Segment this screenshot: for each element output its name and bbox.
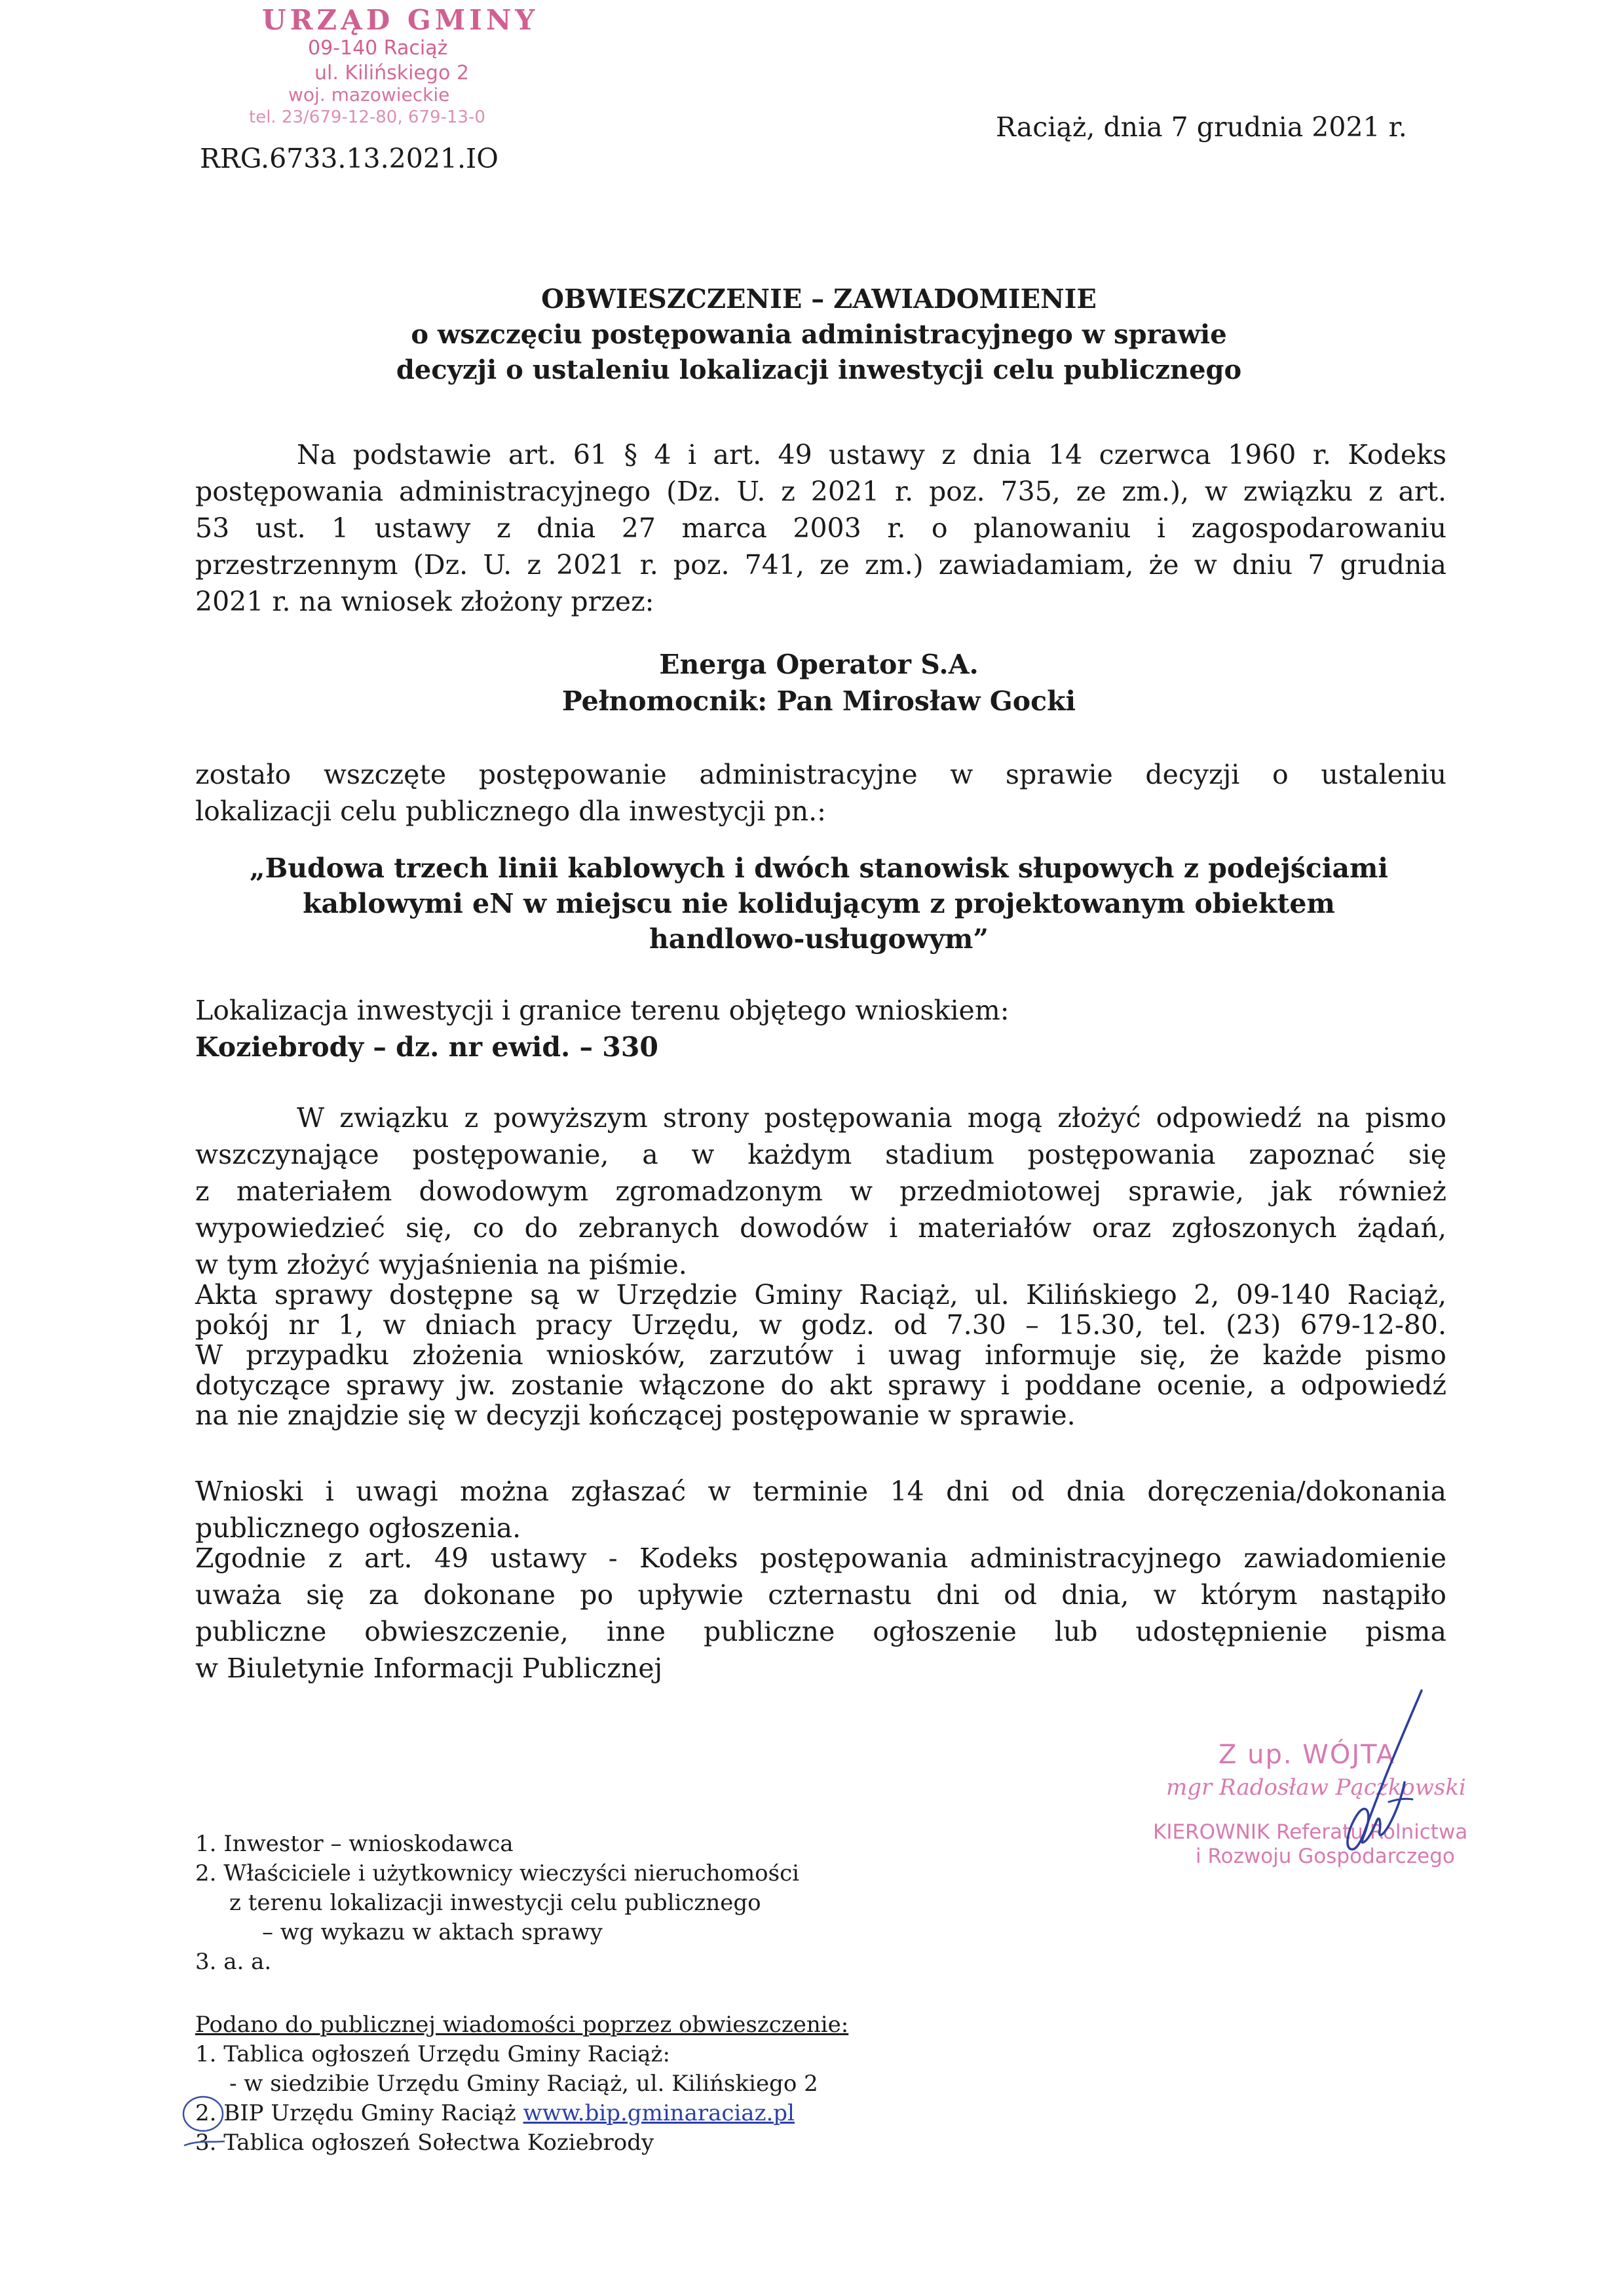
deadline-line: Zgodnie z art. 49 ustawy - Kodeks postępowania administracyjnego zawiadomienie <box>195 1542 1446 1574</box>
publication-subitem: - w siedzibie Urzędu Gminy Raciąż, ul. Kilińskiego 2 <box>229 2071 818 2097</box>
deadline-line: publiczne obwieszczenie, inne publiczne ogłoszenie lub udostępnienie pisma <box>195 1616 1446 1647</box>
signature-name: mgr Radosław Pączkowski <box>1166 1774 1466 1801</box>
bip-link[interactable]: www.bip.gminaraciaz.pl <box>523 2100 795 2126</box>
applicant-name: Energa Operator S.A. <box>659 649 979 680</box>
deadline-line: Wnioski i uwagi można zgłaszać w terminie 14 dni od dnia doręczenia/dokonania <box>195 1476 1446 1507</box>
investment-line: „Budowa trzech linii kablowych i dwóch stanowisk słupowych z podejściami <box>250 852 1388 884</box>
document-title <box>197 282 1441 388</box>
office-stamp <box>249 4 616 128</box>
parties-line: wszczynające postępowanie, a w każdym stadium postępowania zapoznać się <box>195 1139 1446 1170</box>
deadline-line: w Biuletynie Informacji Publicznej <box>195 1653 663 1684</box>
title-line: o wszczęciu postępowania administracyjnego w sprawie <box>411 319 1227 350</box>
location-label: Lokalizacja inwestycji i granice terenu objętego wnioskiem: <box>195 995 1010 1026</box>
signature-zup: Z up. WÓJTA <box>1218 1740 1395 1770</box>
stamp-line: URZĄD GMINY <box>262 4 539 36</box>
title-line: decyzji o ustaleniu lokalizacji inwestycji celu publicznego <box>396 354 1242 385</box>
handwritten-signature-icon <box>1140 1677 1546 1894</box>
publication-item <box>195 2099 795 2128</box>
parties-line: Akta sprawy dostępne są w Urzędzie Gminy Raciąż, ul. Kilińskiego 2, 09-140 Raciąż, <box>195 1279 1446 1311</box>
recipient-item: 3. a. a. <box>195 1949 272 1975</box>
intro-line: przestrzennym (Dz. U. z 2021 r. poz. 741, ze zm.) zawiadamiam, że w dniu 7 grudnia <box>195 549 1446 581</box>
parties-line: W przypadku złożenia wniosków, zarzutów i uwag informuje się, że każde pismo <box>195 1339 1446 1371</box>
investment-line: handlowo-usługowym” <box>649 923 989 955</box>
parties-line: wypowiedzieć się, co do zebranych dowodów i materiałów oraz zgłoszonych żądań, <box>195 1212 1446 1244</box>
signature-role: i Rozwoju Gospodarczego <box>1196 1845 1455 1868</box>
publication-item-text: 2. BIP Urzędu Gminy Raciąż <box>195 2100 523 2126</box>
stamp-line: tel. 23/679-12-80, 679-13-0 <box>249 107 485 127</box>
publication-heading: Podano do publicznej wiadomości poprzez obwieszczenie: <box>195 2012 849 2038</box>
place-and-date: Raciąż, dnia 7 grudnia 2021 r. <box>996 111 1407 143</box>
intro-line: 2021 r. na wniosek złożony przez: <box>195 586 654 617</box>
location-value: Koziebrody – dz. nr ewid. – 330 <box>195 1031 658 1063</box>
investment-name <box>197 851 1441 957</box>
recipient-item: 1. Inwestor – wnioskodawca <box>195 1831 514 1857</box>
parties-line: dotyczące sprawy jw. zostanie włączone do akt sprawy i poddane ocenie, a odpowiedź <box>195 1369 1446 1401</box>
signature-block <box>1140 1677 1546 1894</box>
reference-number: RRG.6733.13.2021.IO <box>200 143 499 174</box>
pen-mark-icon <box>172 2094 231 2166</box>
initiated-line: zostało wszczęte postępowanie administracyjne w sprawie decyzji o ustaleniu <box>195 759 1446 790</box>
deadline-line: uważa się za dokonane po upływie czternastu dni od dnia, w którym nastąpiło <box>195 1579 1446 1611</box>
publication-item: 3. Tablica ogłoszeń Sołectwa Koziebrody <box>195 2130 654 2156</box>
parties-line: w tym złożyć wyjaśnienia na piśmie. <box>195 1249 687 1280</box>
signature-role: KIEROWNIK Referatu Rolnictwa <box>1153 1820 1468 1844</box>
stamp-line: ul. Kilińskiego 2 <box>314 62 469 85</box>
parties-line: na nie znajdzie się w decyzji kończącej postępowanie w sprawie. <box>195 1400 1076 1431</box>
stamp-line: woj. mazowieckie <box>288 84 450 105</box>
intro-line: 53 ust. 1 ustawy z dnia 27 marca 2003 r. o planowaniu i zagospodarowaniu <box>195 512 1446 544</box>
intro-line: postępowania administracyjnego (Dz. U. z 2021 r. poz. 735, ze zm.), w związku z art. <box>195 476 1446 507</box>
recipient-item: 2. Właściciele i użytkownicy wieczyści nieruchomości <box>195 1860 800 1886</box>
publication-item: 1. Tablica ogłoszeń Urzędu Gminy Raciąż: <box>195 2041 670 2067</box>
recipient-item: – wg wykazu w aktach sprawy <box>262 1919 603 1945</box>
intro-line: Na podstawie art. 61 § 4 i art. 49 ustawy z dnia 14 czerwca 1960 r. Kodeks <box>297 439 1446 470</box>
deadline-line: publicznego ogłoszenia. <box>195 1512 521 1544</box>
parties-line: pokój nr 1, w dniach pracy Urzędu, w godz. od 7.30 – 15.30, tel. (23) 679-12-80. <box>195 1309 1446 1341</box>
stamp-line: 09-140 Raciąż <box>308 37 448 60</box>
recipient-item: z terenu lokalizacji inwestycji celu publicznego <box>229 1890 761 1916</box>
title-line: OBWIESZCZENIE – ZAWIADOMIENIE <box>541 284 1097 315</box>
parties-line: z materiałem dowodowym zgromadzonym w przedmiotowej sprawie, jak również <box>195 1176 1446 1207</box>
parties-line: W związku z powyższym strony postępowania mogą złożyć odpowiedź na pismo <box>297 1102 1446 1134</box>
applicant <box>197 646 1441 719</box>
investment-line: kablowymi eN w miejscu nie kolidującym z projektowanym obiektem <box>303 888 1335 919</box>
applicant-proxy: Pełnomocnik: Pan Mirosław Gocki <box>561 685 1076 717</box>
initiated-line: lokalizacji celu publicznego dla inwestycji pn.: <box>195 795 826 827</box>
